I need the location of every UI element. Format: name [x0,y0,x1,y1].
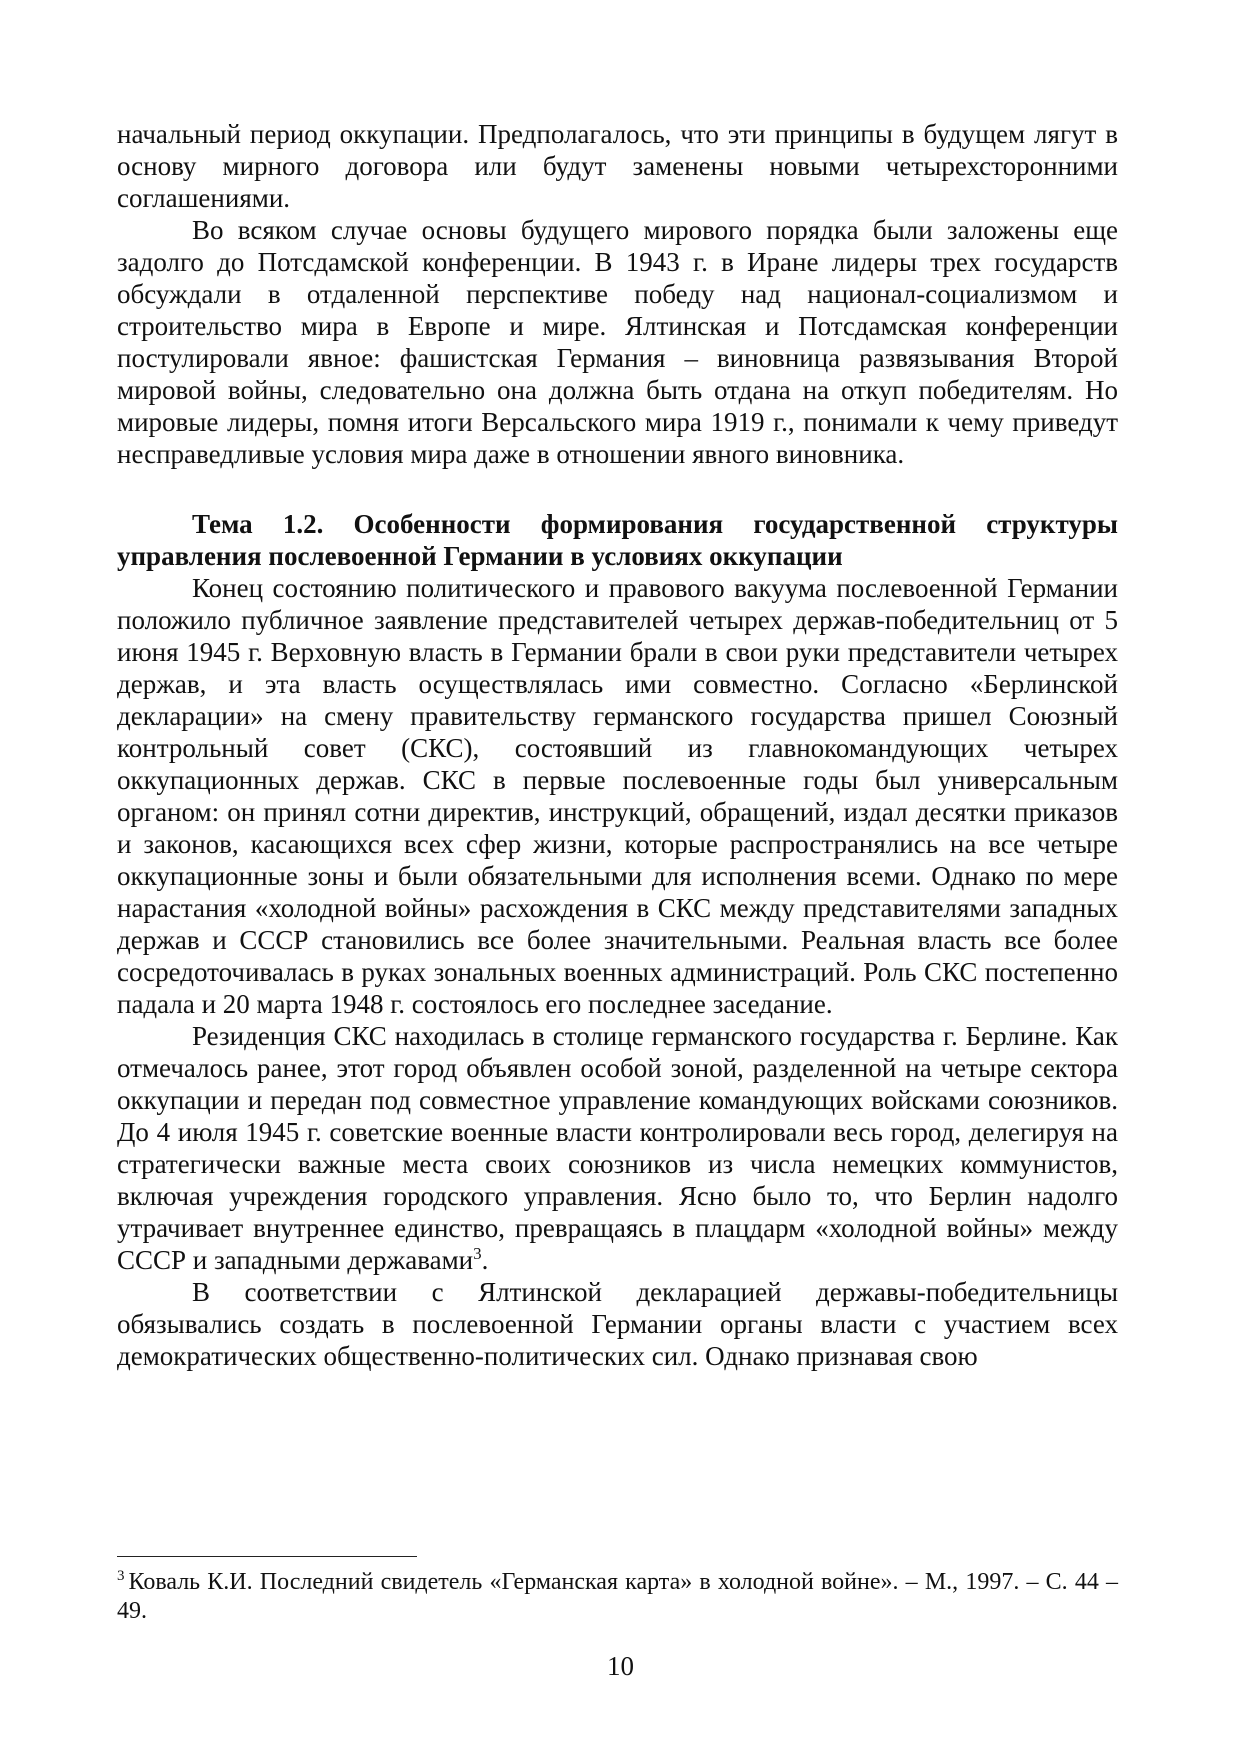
paragraph-berlin [117,1020,1118,1276]
paragraph-world-order: Во всяком случае основы будущего мирового порядка были заложены еще задолго до Потсдамской конференции. В 1943 г. в Иране лидеры трех государств обсуждали в отдаленной перспективе победу над национал-социализмом и строительство мира в Европе и мире. Ялтинская и Потсдамская конференции постулировали явное: фашистская Германия – виновница развязывания Второй мировой войны, следовательно она должна быть отдана на откуп победителям. Но мировые лидеры, помня итоги Версальского мира 1919 г., понимали к чему приведут несправедливые условия мира даже в отношении явного виновника. [117,215,1118,469]
footnote-text: Коваль К.И. Последний свидетель «Германская карта» в холодной войне». – М., 1997. – С. 44 – 49. [117,1569,1118,1624]
section-heading: Тема 1.2. Особенности формирования государственной структуры управления послевоенной Германии в условиях оккупации [117,509,1118,571]
paragraph-berlin-period: . [481,1245,489,1275]
footnote [117,1568,1118,1626]
paragraph-berlin-text: Резиденция СКС находилась в столице германского государства г. Берлине. Как отмечалось ранее, этот город объявлен особой зоной, разделенной на четыре сектора оккупации и передан под совместное управление командующих войсками союзников. До 4 июля 1945 г. советские военные власти контролировали весь город, делегируя на стратегически важные места своих союзников из числа немецких коммунистов, включая учреждения городского управления. Ясно было то, что Берлин надолго утрачивает внутреннее единство, превращаясь в плацдарм «холодной войны» между СССР и западными державами [117,1021,1118,1275]
footnote-marker: 3 [117,1568,125,1584]
footnote-reference: 3 [473,1244,482,1263]
footnote-divider [117,1556,417,1557]
paragraph-control-council: Конец состоянию политического и правового вакуума послевоенной Германии положило публичное заявление представителей четырех держав-победительниц от 5 июня 1945 г. Верховную власть в Германии брали в свои руки представители четырех держав, и эта власть осуществлялась ими совместно. Согласно «Берлинской декларации» на смену правительству германского государства пришел Союзный контрольный совет (СКС), состоявший из главнокомандующих четырех оккупационных держав. СКС в первые послевоенные годы был универсальным органом: он принял сотни директив, инструкций, обращений, издал десятки приказов и законов, касающихся всех сфер жизни, которые распространялись на все четыре оккупационные зоны и были обязательными для исполнения всеми. Однако по мере нарастания «холодной войны» расхождения в СКС между представителями западных держав и СССР становились все более значительными. Реальная власть все более сосредоточивалась в руках зональных военных администраций. Роль СКС постепенно падала и 20 марта 1948 г. состоялось его последнее заседание. [117,573,1118,1019]
paragraph-continuation: начальный период оккупации. Предполагалось, что эти принципы в будущем лягут в основу мирного договора или будут заменены новыми четырехсторонними соглашениями. [117,119,1118,213]
page-number: 10 [607,1651,634,1681]
page-body [117,118,1118,1372]
paragraph-yalta: В соответствии с Ялтинской декларацией державы-победительницы обязывались создать в послевоенной Германии органы власти с участием всех демократических общественно-политических сил. Однако признавая свою [117,1277,1118,1371]
